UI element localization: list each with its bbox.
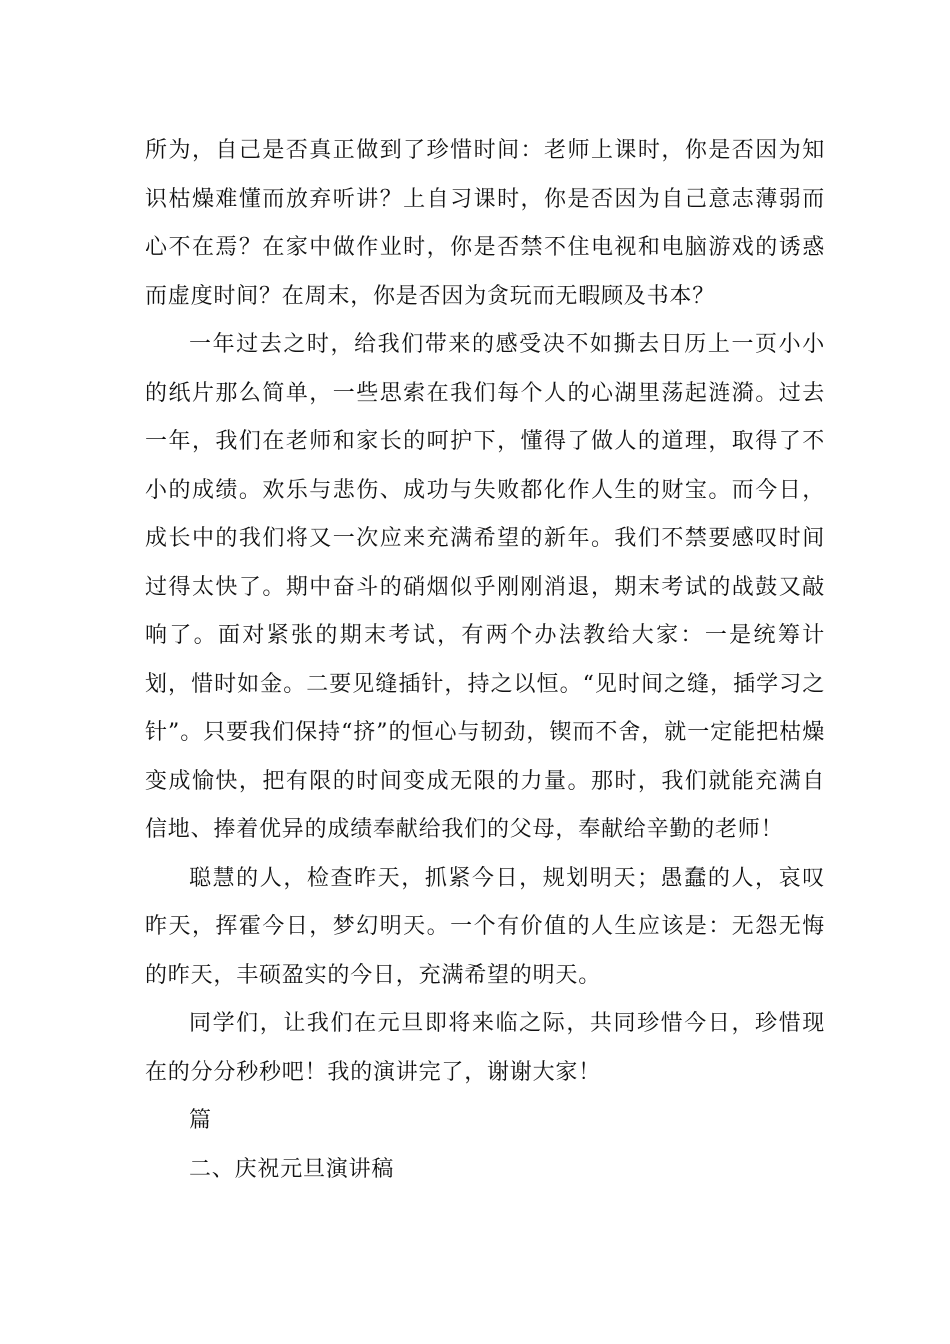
- document-body: [145, 127, 825, 1194]
- paragraph-continued: 所为，自己是否真正做到了珍惜时间：老师上课时，你是否因为知识枯燥难懂而放弃听讲？上自习课时，你是否因为自己意志薄弱而心不在焉？在家中做作业时，你是否禁不住电视和电脑游戏的诱惑而虚度时间？在周末，你是否因为贪玩而无暇顾及书本？: [145, 138, 825, 309]
- paragraph-wise-and-foolish: 聪慧的人，检查昨天，抓紧今日，规划明天；愚蠢的人，哀叹昨天，挥霍今日，梦幻明天。一个有价值的人生应该是：无怨无悔的昨天，丰硕盈实的今日，充满希望的明天。: [145, 865, 825, 988]
- paragraph-closing: 同学们，让我们在元旦即将来临之际，共同珍惜今日，珍惜现在的分分秒秒吧！我的演讲完了，谢谢大家！: [145, 1011, 825, 1085]
- paragraph-new-year-reflection: 一年过去之时，给我们带来的感受决不如撕去日历上一页小小的纸片那么简单，一些思索在我们每个人的心湖里荡起涟漪。过去一年，我们在老师和家长的呵护下，懂得了做人的道理，取得了不小的成绩。欢乐与悲伤、成功与失败都化作人生的财宝。而今日，成长中的我们将又一次应来充满希望的新年。我们不禁要感叹时间过得太快了。期中奋斗的硝烟似乎刚刚消退，期末考试的战鼓又敲响了。面对紧张的期末考试，有两个办法教给大家：一是统筹计划，惜时如金。二要见缝插针，持之以恒。“见时间之缝，插学习之针”。只要我们保持“挤”的恒心与韧劲，锲而不舍，就一定能把枯燥变成愉快，把有限的时间变成无限的力量。那时，我们就能充满自信地、捧着优异的成绩奉献给我们的父母，奉献给辛勤的老师！: [145, 332, 825, 842]
- section-marker: 篇: [189, 1108, 212, 1133]
- section-heading: 二、庆祝元旦演讲稿: [189, 1156, 395, 1182]
